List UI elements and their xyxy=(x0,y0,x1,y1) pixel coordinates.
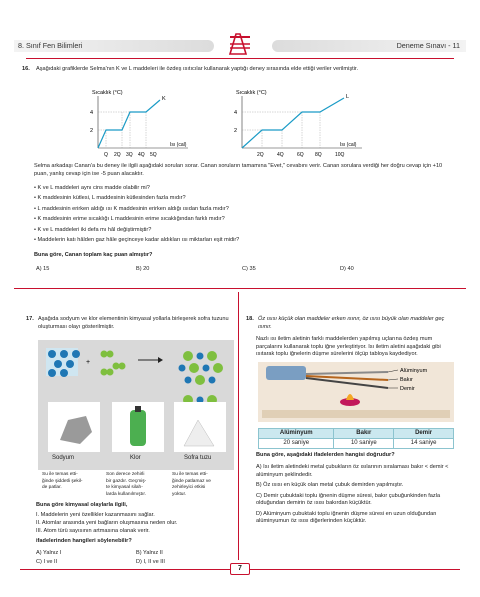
copper-label: Bakır xyxy=(400,377,413,383)
salt-lattice-icon xyxy=(179,351,224,405)
sodium-label: Sodyum xyxy=(52,455,75,461)
q17-statement: I. Maddelerin yeni özellikler kazanmasını sağlar. xyxy=(36,512,155,518)
results-table xyxy=(258,428,454,449)
answer-option-b[interactable]: B) 20 xyxy=(136,266,150,272)
flame-icon xyxy=(346,394,354,400)
table-header: Bakır xyxy=(334,429,394,439)
answer-option-c[interactable]: C) I ve II xyxy=(36,559,58,565)
answer-option-d[interactable]: D) 40 xyxy=(340,266,354,272)
aluminum-rod xyxy=(306,372,388,374)
graph-k-xtick: 5Q xyxy=(150,152,157,158)
column-divider xyxy=(238,292,239,560)
answer-option-a[interactable]: A) 15 xyxy=(36,266,50,272)
graph-l-xtick: 10Q xyxy=(335,152,345,158)
table-cell: 14 saniye xyxy=(394,439,454,449)
graph-l xyxy=(226,88,366,160)
graph-l-xtick: 2Q xyxy=(257,152,264,158)
chlorine-molecule-icon xyxy=(101,351,126,376)
graph-l-xtick: 4Q xyxy=(277,152,284,158)
chlorine-description xyxy=(106,472,168,499)
desc-line: te kimyasal silah- xyxy=(106,485,143,491)
graph-k-ytick: 2 xyxy=(90,128,94,134)
table-header-row xyxy=(259,429,454,439)
sodium-description xyxy=(42,472,100,492)
q16-paragraph: Selma arkadaşı Canan'a bu deney ile ilgili aşağıdaki soruları sorar. Canan soruların tamamına "Evet," cevabını verir. Canan sorulara verdiği her doğru cevap için +10 puan, yanlış cevap için ise -5 puan alacaktır. xyxy=(34,163,443,177)
answer-option-c[interactable]: C) Demir çubuktaki toplu iğnenin düşme süresi, bakır çubuğunkinden fazla olduğundan demirin öz ısısı bakırdan küçüktür. xyxy=(256,492,441,507)
list-item: • L maddesinin erirken aldığı ısı K maddesinin erirken aldığı ısıdan fazla mıdır? xyxy=(34,205,229,212)
question-number: 16. xyxy=(22,66,30,72)
gas-cylinder-icon xyxy=(130,410,146,446)
list-item: • K maddesinin erime sıcaklığı L maddesinin erime sıcaklığından farklı mıdır? xyxy=(34,216,225,223)
desc-line: larda kullanılmıştır. xyxy=(106,492,146,498)
salt-label: Sofra tuzu xyxy=(184,455,212,461)
question-stem: Aşağıda sodyum ve klor elementinin kimyasal yollarla birleşerek sofra tuzunu oluşturması olayı gösterilmiştir. xyxy=(38,316,229,330)
salt-description xyxy=(172,472,234,499)
graph-l-xtick: 8Q xyxy=(315,152,322,158)
graph-k-ylabel: Sıcaklık (°C) xyxy=(92,90,123,96)
iron-label: Demir xyxy=(400,386,415,392)
publisher-logo xyxy=(226,30,254,58)
graph-k-xtick: 4Q xyxy=(138,152,145,158)
graph-k-series: K xyxy=(162,96,166,102)
q16-bullet-list xyxy=(34,185,454,247)
page-number: 7 xyxy=(230,563,250,575)
graph-k-ytick: 4 xyxy=(90,110,94,116)
q17-statement: III. Atom türü sayısının artmasına olanak verir. xyxy=(36,528,150,534)
q16-question: Buna göre, Canan toplam kaç puan almıştır? xyxy=(34,252,153,258)
reaction-diagram xyxy=(38,340,234,470)
question-stem: Öz ısısı küçük olan maddeler erken ısınır, öz ısısı büyük olan maddeler geç ısınır. xyxy=(258,316,445,330)
desc-line: Su ile temas etti- xyxy=(42,472,78,477)
desc-line: ğinde patlamaz ve xyxy=(172,478,211,484)
answer-option-a[interactable]: A) Yalnız I xyxy=(36,550,62,556)
list-item: • K ve L maddeleri iki defa mı hâl değiştirmiştir? xyxy=(34,226,152,233)
table-header: Alüminyum xyxy=(259,429,334,439)
reaction-illustration xyxy=(38,340,234,470)
apparatus-diagram xyxy=(258,362,454,422)
q17-question: Buna göre kimyasal olaylarla ilgili, xyxy=(36,502,128,508)
graph-l-xlabel: Isı (cal) xyxy=(340,142,357,148)
desc-line: Su ile temas etti- xyxy=(172,472,208,477)
table-cell: 20 saniye xyxy=(259,439,334,449)
graph-k-xtick: 3Q xyxy=(126,152,133,158)
aluminum-label: Alüminyum xyxy=(400,368,428,374)
answer-option-b[interactable]: B) Öz ısısı en küçük olan metal çubuk demirden yapılmıştır. xyxy=(256,482,404,489)
desc-line: bir gazdır. Geçmiş- xyxy=(106,478,147,484)
question-stem: Aşağıdaki grafiklerde Selma'nın K ve L maddeleri ile özdeş ısıtıcılar kullanarak yaptığı deney sırasında elde ettiği veriler verilmiştir. xyxy=(36,66,359,72)
header-rule xyxy=(26,58,454,59)
table-cell: 10 saniye xyxy=(334,439,394,449)
subject-header: 8. Sınıf Fen Bilimleri xyxy=(14,40,214,52)
answer-option-b[interactable]: B) Yalnız II xyxy=(136,550,163,556)
sodium-lattice-icon xyxy=(46,348,80,377)
graph-k xyxy=(76,88,196,160)
graph-l-ylabel: Sıcaklık (°C) xyxy=(236,90,267,96)
q17-ask: ifadelerinden hangileri söylenebilir? xyxy=(36,538,132,544)
graph-l-ytick: 4 xyxy=(234,110,238,116)
q18-question: Buna göre, aşağıdaki ifadelerden hangisi doğrudur? xyxy=(256,452,395,458)
graph-l-series: L xyxy=(346,94,350,100)
desc-line: yoktur. xyxy=(172,492,187,498)
hand-icon xyxy=(266,366,306,380)
graph-k-xtick: Q xyxy=(104,152,108,158)
q18-options xyxy=(256,464,460,529)
svg-text:+: + xyxy=(86,359,91,366)
list-item: • K ve L maddeleri aynı cins madde olabilir mi? xyxy=(34,185,150,191)
question-number: 18. xyxy=(246,316,254,322)
chlorine-label: Klor xyxy=(130,455,141,461)
graph-l-ytick: 2 xyxy=(234,128,238,134)
graph-l-xtick: 6Q xyxy=(297,152,304,158)
q16-options xyxy=(36,266,456,276)
desc-line: de patlar. xyxy=(42,485,62,491)
list-item: • K maddesinin kütlesi, L maddesinin kütlesinden fazla mıdır? xyxy=(34,195,186,202)
answer-option-d[interactable]: D) I, II ve III xyxy=(136,559,165,565)
q18-paragraph: Nazlı ısı iletim aletinin farklı maddelerden yapılmış uçlarına özdeş mum parçalarını kullanarak toplu iğne yerleştiriyor. Isı iletim aletini aşağıdaki gibi ısıtarak toplu iğnelerin düşme sürelerini ölçüp tabloya kaydediyor. xyxy=(256,336,441,358)
exam-header: Deneme Sınavı - 11 xyxy=(272,40,466,52)
section-divider xyxy=(14,288,466,289)
answer-option-c[interactable]: C) 35 xyxy=(242,266,256,272)
answer-option-a[interactable]: A) Isı iletim aletindeki metal çubukların öz ısılarının sıralaması bakır < demir < alüminyum şeklindedir. xyxy=(256,464,449,478)
graph-k-xlabel: Isı (cal) xyxy=(170,142,187,148)
desc-line: ğinde şiddetli şekil- xyxy=(42,478,83,484)
heat-conduction-apparatus xyxy=(258,362,454,422)
desc-line: Son derece zehirli xyxy=(106,472,145,477)
answer-option-d[interactable]: D) Alüminyum çubuktaki toplu iğnenin düşme süresi en uzun olduğundan alüminyumun öz ısısı diğerlerinden küçüktür. xyxy=(256,510,437,525)
graph-k-xtick: 2Q xyxy=(114,152,121,158)
table-row xyxy=(259,439,454,449)
q17-statement: II. Atomlar arasında yeni bağların oluşmasına neden olur. xyxy=(36,520,178,526)
list-item: • Maddelerin katı hâlden gaz hâle geçinceye kadar aldıkları ısı miktarları eşit midir? xyxy=(34,236,240,243)
question-number: 17. xyxy=(26,316,34,322)
desc-line: zehirleyici etkisi xyxy=(172,485,206,491)
table-header: Demir xyxy=(394,429,454,439)
